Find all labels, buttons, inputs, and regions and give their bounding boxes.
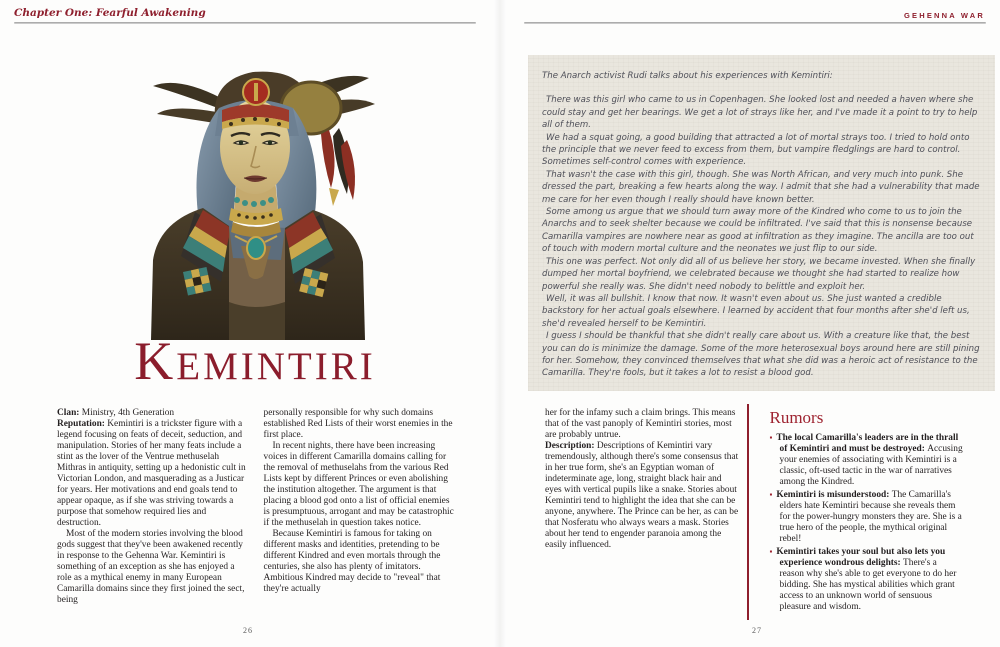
paragraph: Because Kemintiri is famous for taking on different masks and identities, pretending to be different Kindred and even mortals through the centuries, she also has plenty of imitators. Ambitious Kindred may decide to "reveal" that they're actually [263, 529, 441, 594]
rumors-section [770, 408, 964, 614]
book-title-running-head: GEHENNA WAR [903, 11, 985, 20]
note-paragraph: That wasn't the case with this girl, though. She was North African, and very much into punk. She dressed the part, breaking a few hearts along the way. I admit that she had a vulnerability that made me care for her even though I really should have known better. [542, 169, 980, 205]
header-rule-left [14, 22, 476, 24]
page-number-left: 26 [243, 626, 253, 635]
paragraph: In recent nights, there have been increasing voices in different Camarilla domains calling for the removal of methuselahs from the various Red Lists kept by different Princes or even abolishing the institution altogether. The argument is that placing a blood god onto a list of official enemies is presumptuous, arrogant and may be catastrophic if the methuselah in question takes notice. [263, 441, 454, 528]
note-body [542, 94, 982, 379]
right-page-columns [545, 408, 963, 614]
page-number-right: 27 [752, 626, 762, 635]
rumors-list [770, 432, 964, 613]
header-rule-right [524, 22, 986, 24]
page-title: KEMINTIRI [134, 331, 376, 391]
note-paragraph: There was this girl who came to us in Copenhagen. She looked lost and needed a haven where she could stay and get her bearings. We get a lot of strays like her, and I've made it a point to try to help all of them. [542, 95, 978, 131]
page-gutter-shadow [494, 0, 506, 647]
paragraph: personally responsible for why such domains established Red Lists of their worst enemies in the first place. [263, 408, 453, 440]
note-paragraph: This one was perfect. Not only did all of us believe her story, we became invested. When she finally dumped her mortal boyfriend, we celebrated because we thought she had started to realize how powerful she really was. She didn't need nobody to belittle and exploit her. [542, 256, 976, 292]
rumor-item: ▪ Kemintiri takes your soul but also lets you experience wondrous delights: There's a reason why she's able to get everyone to do her bidding. She has mystical abilities which grant access to an unknown world of sensuous pleasure and wisdom. [770, 546, 964, 613]
left-page-column-1 [57, 408, 251, 606]
note-paragraph: Some among us argue that we should turn away more of the Kindred who come to us to join the Anarchs and to seek shelter because we could be infiltrated. I've said that this is nonsense because Camarilla vampires are nowhere near as good at infiltration as they imagine. The ancilla are too out of touch with modern mortal culture and the neonates we just flip to our side. [542, 207, 974, 255]
handwritten-note [528, 55, 995, 391]
chapter-running-head: Chapter One: Fearful Awakening [14, 7, 206, 19]
note-paragraph: We had a squat going, a good building that attracted a lot of mortal strays too. I tried to hold onto the principle that we never feed to excess from them, but vampire fledglings are hard to control. Sometimes self-control comes with experience. [542, 132, 970, 168]
paragraph: her for the infamy such a claim brings. This means that of the vast panoply of Kemintiri stories, most are probably untrue. [545, 408, 736, 440]
left-page-columns [57, 408, 457, 606]
paragraph: Most of the modern stories involving the blood gods suggest that they've been awakened recently in response to the Gehenna War. Kemintiri is something of an exception as she has enjoyed a role as a mythical enemy in many European Camarilla domains since they first joined the sect, being [57, 529, 245, 605]
paragraph: Clan: Ministry, 4th Generation [57, 408, 175, 418]
note-intro: The Anarch activist Rudi talks about his experiences with Kemintiri: [542, 71, 833, 81]
rumors-heading: Rumors [769, 408, 824, 427]
kemintiri-portrait-illustration [133, 50, 383, 340]
paragraph: Description: Descriptions of Kemintiri vary tremendously, although there's some consensus that in her true form, she's an Egyptian woman of indeterminate age, long, straight black hair and eyes with vertical pupils like a snake. Stories about Kemintiri tend to highlight the idea that she can be anyone, anywhere. The Prince can be her, as can be that Nosferatu who always wears a mask. Stories about her tend to engender paranoia among the easily influenced. [545, 441, 739, 550]
left-page-column-2 [264, 408, 458, 606]
portrait-svg [133, 50, 383, 340]
paragraph: Reputation: Kemintiri is a trickster figure with a legend focusing on feats of deceit, seduction, and manipulation. Stories of her many feats include a stint as the lover of the Ventrue methuselah Mithras in antiquity, setting up a hedonistic cult in Victorian London, and masquerading as a Justicar for years. Her motivations and end goals tend to appear opaque, as if she was striving towards a purpose that somehow required lies and destruction. [57, 419, 246, 528]
note-paragraph: I guess I should be thankful that she didn't really care about us. With a creature like that, the best you can do is minimize the damage. Some of the more heterosexual boys around here are still pining for her. Somehow, they convinced themselves that what she did was a heroic act of resistance to the Camarilla. They're fools, but it takes a lot to resist a blood god. [542, 331, 980, 379]
note-paragraph: Well, it was all bullshit. I know that now. It wasn't even about us. She just wanted a credible backstory for her actual goals elsewhere. I learned by accident that four months after she'd left us, she'd revealed herself to be Kemintiri. [542, 293, 970, 329]
rumor-item: ▪ The local Camarilla's leaders are in the thrall of Kemintiri and must be destroyed: Accusing your enemies of associating with Kemintiri is a classic, oft-used tactic in the war of narratives among the Kindred. [770, 432, 964, 488]
rumor-item: ▪ Kemintiri is misunderstood: The Camarilla's elders hate Kemintiri because she reveals them for the power-hungry monsters they are. She is a true hero of the people, the mythical original rebel! [770, 489, 964, 545]
column-divider-rule [747, 404, 749, 620]
right-page-column-1 [545, 408, 739, 614]
